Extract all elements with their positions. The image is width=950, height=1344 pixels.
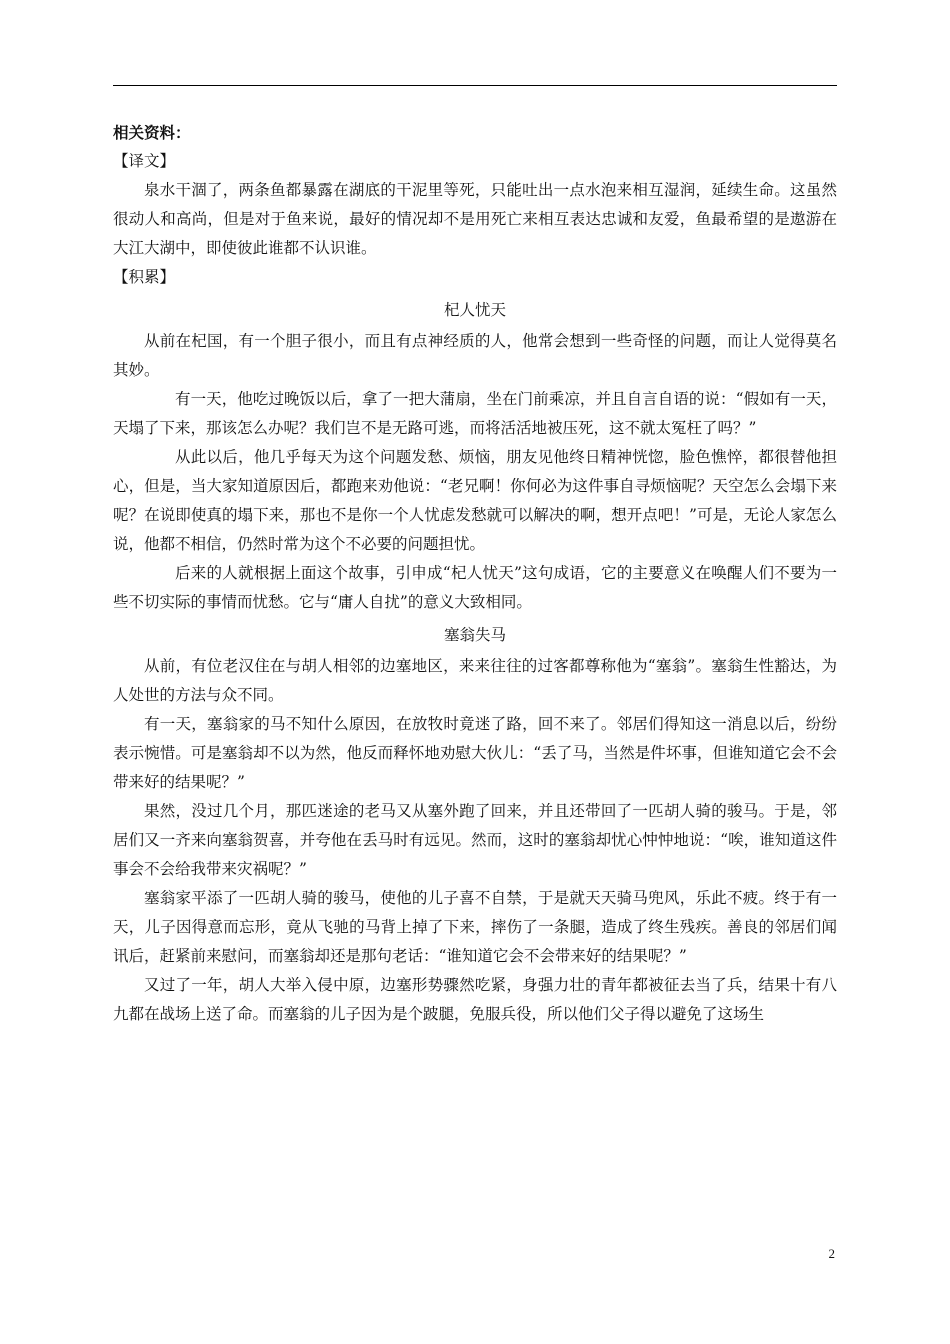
story2-paragraph: 又过了一年，胡人大举入侵中原，边塞形势骤然吃紧，身强力壮的青年都被征去当了兵，结果十有八九都在战场上送了命。而塞翁的儿子因为是个跛腿，免服兵役，所以他们父子得以避免了这场生 xyxy=(113,976,837,1023)
accumulation-heading: 【积累】 xyxy=(113,268,176,286)
story1-paragraph: 从前在杞国，有一个胆子很小，而且有点神经质的人，他常会想到一些奇怪的问题，而让人觉得莫名其妙。 xyxy=(113,332,837,379)
page-number: 2 xyxy=(828,1246,835,1261)
document-body xyxy=(113,118,837,1029)
story2-paragraph: 塞翁家平添了一匹胡人骑的骏马，使他的儿子喜不自禁，于是就天天骑马兜风，乐此不疲。终于有一天，儿子因得意而忘形，竟从飞驰的马背上掉了下来，摔伤了一条腿，造成了终生残疾。善良的邻居们闻讯后，赶紧前来慰问，而塞翁却还是那句老话：“谁知道它会不会带来好的结果呢？” xyxy=(113,889,837,965)
related-materials-label: 相关资料： xyxy=(113,123,191,142)
story1-paragraph: 从此以后，他几乎每天为这个问题发愁、烦恼，朋友见他终日精神恍惚，脸色憔悴，都很替他担心，但是，当大家知道原因后，都跑来劝他说：“老兄啊！你何必为这件事自寻烦恼呢？天空怎么会塌下来呢？在说即使真的塌下来，那也不是你一个人忧虑发愁就可以解决的啊，想开点吧！”可是，无论人家怎么说，他都不相信，仍然时常为这个不必要的问题担忧。 xyxy=(113,448,837,553)
translation-paragraph: 泉水干涸了，两条鱼都暴露在湖底的干泥里等死，只能吐出一点水泡来相互湿润，延续生命。这虽然很动人和高尚，但是对于鱼来说，最好的情况却不是用死亡来相互表达忠诚和友爱，鱼最希望的是遨游在大江大湖中，即使彼此谁都不认识谁。 xyxy=(113,181,837,257)
story2-paragraph: 有一天，塞翁家的马不知什么原因，在放牧时竟迷了路，回不来了。邻居们得知这一消息以后，纷纷表示惋惜。可是塞翁却不以为然，他反而释怀地劝慰大伙儿：“丢了马，当然是件坏事，但谁知道它会不会带来好的结果呢？” xyxy=(113,715,837,791)
story2-paragraph: 从前，有位老汉住在与胡人相邻的边塞地区，来来往往的过客都尊称他为“塞翁”。塞翁生性豁达，为人处世的方法与众不同。 xyxy=(113,657,837,704)
story-title-saiweng: 塞翁失马 xyxy=(443,626,506,644)
story-title-qiren: 杞人忧天 xyxy=(443,301,506,319)
translation-heading: 【译文】 xyxy=(113,152,176,170)
story1-paragraph: 有一天，他吃过晚饭以后，拿了一把大蒲扇，坐在门前乘凉，并且自言自语的说：“假如有一天，天塌了下来，那该怎么办呢？我们岂不是无路可逃，而将活活地被压死，这不就太冤枉了吗？” xyxy=(113,390,837,437)
story1-paragraph: 后来的人就根据上面这个故事，引申成“杞人忧天”这句成语，它的主要意义在唤醒人们不要为一些不切实际的事情而忧愁。它与“庸人自扰”的意义大致相同。 xyxy=(113,564,837,611)
header-rule xyxy=(113,85,837,86)
story2-paragraph: 果然，没过几个月，那匹迷途的老马又从塞外跑了回来，并且还带回了一匹胡人骑的骏马。于是，邻居们又一齐来向塞翁贺喜，并夸他在丢马时有远见。然而，这时的塞翁却忧心忡忡地说：“唉，谁知道这件事会不会给我带来灾祸呢？” xyxy=(113,802,837,878)
